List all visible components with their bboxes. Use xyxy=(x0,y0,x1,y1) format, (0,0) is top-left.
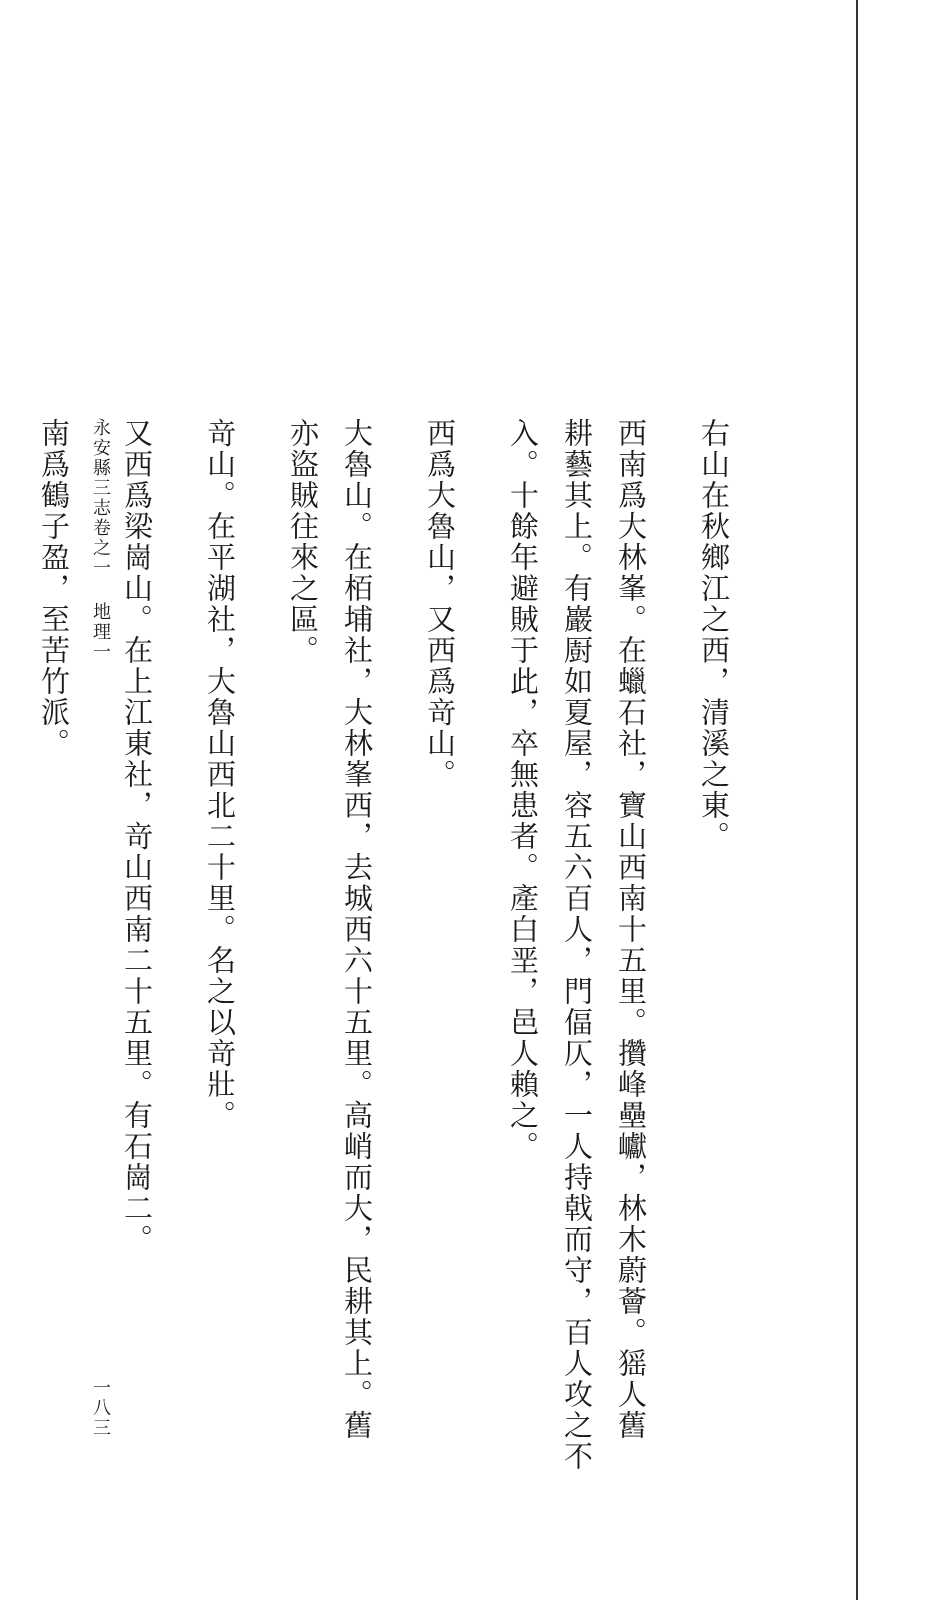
page-edge-line xyxy=(856,0,858,1600)
running-head-title: 永安縣三志卷之一 xyxy=(90,418,111,578)
running-head xyxy=(88,418,112,662)
text-line: 耕藝其上。有巖㕑如夏屋，容五六百人，門偪仄，一人持戟而守，百人攻之不 xyxy=(560,418,594,1472)
body-text xyxy=(0,418,770,1518)
text-line: 大魯山。在栢埔社，大林峯西，去城西六十五里。高峭而大，民耕其上。舊 xyxy=(340,418,374,1441)
text-line: 竒山。在平湖社，大魯山西北二十里。名之以竒壯。 xyxy=(203,418,237,1131)
text-line xyxy=(0,418,27,1518)
text-line: 入。十餘年避賊于此，卒無患者。產白垩，邑人賴之。 xyxy=(506,418,540,1162)
text-line: 又西爲梁崗山。在上江東社，竒山西南二十五里。有石崗二。 xyxy=(120,418,154,1255)
text-line: 南爲鶴子盈，至苦竹派。 xyxy=(37,418,71,759)
text-line: 西爲大魯山，又西爲竒山。 xyxy=(423,418,457,790)
text-line: 西南爲大林峯。在蠟石社，寶山西南十五里。攢峰壘巘，林木蔚薈。猺人舊 xyxy=(614,418,648,1441)
page-number: 一八三 xyxy=(90,1378,111,1438)
text-line: 亦盜賊往來之區。 xyxy=(286,418,320,666)
running-head-section: 地理一 xyxy=(90,602,111,662)
text-line: 右山在秋鄉江之西，清溪之東。 xyxy=(697,418,731,852)
